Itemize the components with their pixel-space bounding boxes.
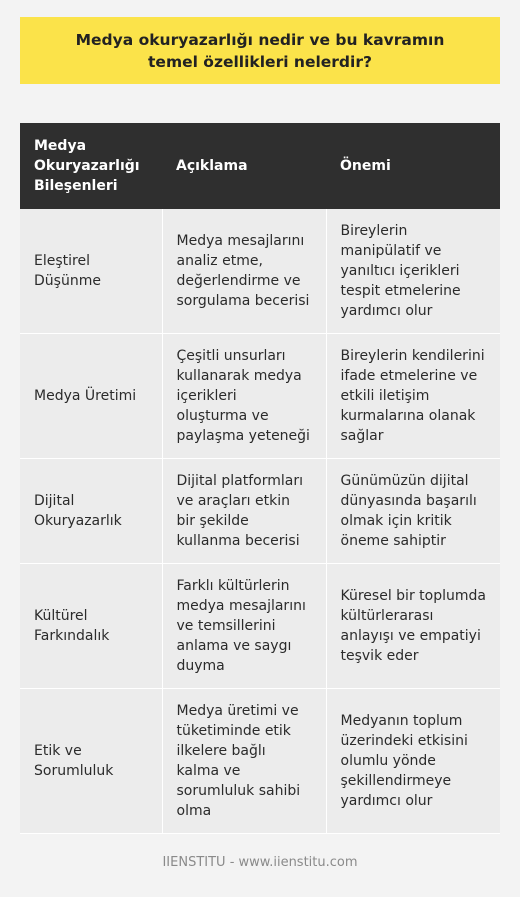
importance-cell: Bireylerin kendilerini ifade etmelerine ve etkili iletişim kurmalarına olanak sağlar [326,334,500,459]
importance-cell: Küresel bir toplumda kültürlerarası anlayışı ve empatiyi teşvik eder [326,564,500,689]
column-header-description: Açıklama [162,123,326,209]
component-cell: Eleştirel Düşünme [20,209,162,334]
title-banner [20,17,500,84]
importance-cell: Medyanın toplum üzerindeki etkisini olumlu yönde şekillendirmeye yardımcı olur [326,689,500,834]
footer-credit: IIENSTITU - www.iienstitu.com [162,855,358,870]
table-row [20,209,500,334]
component-cell: Dijital Okuryazarlık [20,459,162,564]
table-header-row [20,123,500,209]
importance-cell: Bireylerin manipülatif ve yanıltıcı içerikleri tespit etmelerine yardımcı olur [326,209,500,334]
description-cell: Dijital platformları ve araçları etkin bir şekilde kullanma becerisi [162,459,326,564]
importance-cell: Günümüzün dijital dünyasında başarılı olmak için kritik öneme sahiptir [326,459,500,564]
description-cell: Farklı kültürlerin medya mesajlarını ve temsillerini anlama ve saygı duyma [162,564,326,689]
description-cell: Medya mesajlarını analiz etme, değerlendirme ve sorgulama becerisi [162,209,326,334]
table-row [20,334,500,459]
column-header-importance: Önemi [326,123,500,209]
description-cell: Çeşitli unsurları kullanarak medya içerikleri oluşturma ve paylaşma yeteneği [162,334,326,459]
column-header-components: Medya Okuryazarlığı Bileşenleri [20,123,162,209]
media-literacy-table [20,123,500,834]
component-cell: Kültürel Farkındalık [20,564,162,689]
description-cell: Medya üretimi ve tüketiminde etik ilkelere bağlı kalma ve sorumluluk sahibi olma [162,689,326,834]
table-row [20,689,500,834]
component-cell: Etik ve Sorumluluk [20,689,162,834]
table-row [20,459,500,564]
table-row [20,564,500,689]
component-cell: Medya Üretimi [20,334,162,459]
page-title: Medya okuryazarlığı nedir ve bu kavramın temel özellikleri nelerdir? [75,30,445,71]
